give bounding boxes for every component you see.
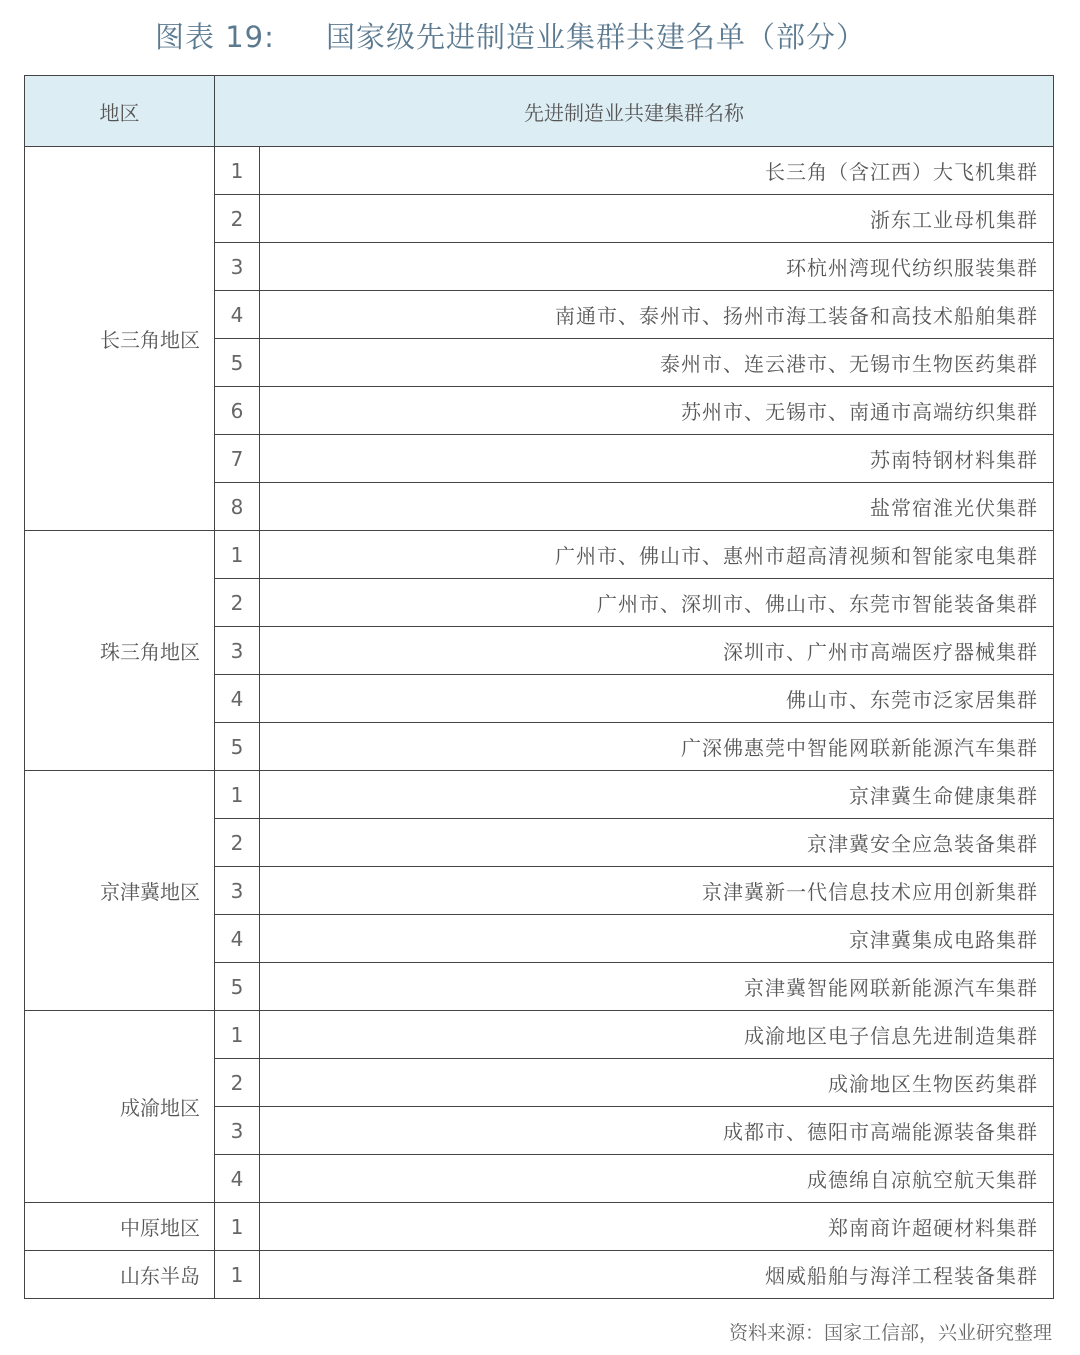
cluster-name: 京津冀新一代信息技术应用创新集群 xyxy=(260,867,1054,915)
source-note: 资料来源：国家工信部，兴业研究整理 xyxy=(728,1322,1052,1344)
row-number: 6 xyxy=(215,387,260,435)
table-header-row xyxy=(25,76,1054,147)
cluster-name: 广深佛惠莞中智能网联新能源汽车集群 xyxy=(260,723,1054,771)
table-body xyxy=(25,147,1054,1299)
cluster-name: 广州市、佛山市、惠州市超高清视频和智能家电集群 xyxy=(260,531,1054,579)
row-number: 2 xyxy=(215,819,260,867)
cluster-name: 盐常宿淮光伏集群 xyxy=(260,483,1054,531)
row-number: 1 xyxy=(215,1251,260,1299)
cluster-name: 广州市、深圳市、佛山市、东莞市智能装备集群 xyxy=(260,579,1054,627)
header-cluster-name: 先进制造业共建集群名称 xyxy=(215,76,1054,147)
row-number: 5 xyxy=(215,339,260,387)
region-cell: 长三角地区 xyxy=(25,147,215,531)
figure-title xyxy=(0,10,1080,54)
row-number: 3 xyxy=(215,867,260,915)
row-number: 7 xyxy=(215,435,260,483)
row-number: 1 xyxy=(215,1203,260,1251)
cluster-name: 苏州市、无锡市、南通市高端纺织集群 xyxy=(260,387,1054,435)
table-row xyxy=(25,531,1054,579)
figure-name: 国家级先进制造业集群共建名单（部分） xyxy=(326,20,867,54)
row-number: 3 xyxy=(215,627,260,675)
table-row xyxy=(25,1251,1054,1299)
row-number: 5 xyxy=(215,963,260,1011)
row-number: 4 xyxy=(215,1155,260,1203)
row-number: 1 xyxy=(215,1011,260,1059)
region-cell: 山东半岛 xyxy=(25,1251,215,1299)
table-row xyxy=(25,1011,1054,1059)
region-cell: 京津冀地区 xyxy=(25,771,215,1011)
cluster-name: 苏南特钢材料集群 xyxy=(260,435,1054,483)
cluster-name: 烟威船舶与海洋工程装备集群 xyxy=(260,1251,1054,1299)
cluster-name: 环杭州湾现代纺织服装集群 xyxy=(260,243,1054,291)
row-number: 1 xyxy=(215,771,260,819)
cluster-name: 成渝地区电子信息先进制造集群 xyxy=(260,1011,1054,1059)
cluster-name: 佛山市、东莞市泛家居集群 xyxy=(260,675,1054,723)
cluster-name: 京津冀集成电路集群 xyxy=(260,915,1054,963)
row-number: 1 xyxy=(215,531,260,579)
cluster-name: 深圳市、广州市高端医疗器械集群 xyxy=(260,627,1054,675)
cluster-name: 成德绵自凉航空航天集群 xyxy=(260,1155,1054,1203)
cluster-name: 长三角（含江西）大飞机集群 xyxy=(260,147,1054,195)
row-number: 4 xyxy=(215,675,260,723)
row-number: 4 xyxy=(215,291,260,339)
cluster-name: 成渝地区生物医药集群 xyxy=(260,1059,1054,1107)
cluster-name: 南通市、泰州市、扬州市海工装备和高技术船舶集群 xyxy=(260,291,1054,339)
row-number: 8 xyxy=(215,483,260,531)
cluster-name: 郑南商许超硬材料集群 xyxy=(260,1203,1054,1251)
cluster-name: 京津冀智能网联新能源汽车集群 xyxy=(260,963,1054,1011)
row-number: 5 xyxy=(215,723,260,771)
cluster-name: 浙东工业母机集群 xyxy=(260,195,1054,243)
cluster-name: 京津冀安全应急装备集群 xyxy=(260,819,1054,867)
row-number: 1 xyxy=(215,147,260,195)
figure-label: 图表 19: xyxy=(155,20,275,54)
row-number: 2 xyxy=(215,1059,260,1107)
header-region: 地区 xyxy=(25,76,215,147)
region-cell: 中原地区 xyxy=(25,1203,215,1251)
row-number: 2 xyxy=(215,195,260,243)
cluster-table xyxy=(24,75,1054,1299)
region-cell: 成渝地区 xyxy=(25,1011,215,1203)
row-number: 3 xyxy=(215,1107,260,1155)
row-number: 4 xyxy=(215,915,260,963)
cluster-name: 成都市、德阳市高端能源装备集群 xyxy=(260,1107,1054,1155)
cluster-name: 泰州市、连云港市、无锡市生物医药集群 xyxy=(260,339,1054,387)
region-cell: 珠三角地区 xyxy=(25,531,215,771)
table-row xyxy=(25,147,1054,195)
table-row xyxy=(25,771,1054,819)
table-row xyxy=(25,1203,1054,1251)
row-number: 2 xyxy=(215,579,260,627)
row-number: 3 xyxy=(215,243,260,291)
cluster-name: 京津冀生命健康集群 xyxy=(260,771,1054,819)
